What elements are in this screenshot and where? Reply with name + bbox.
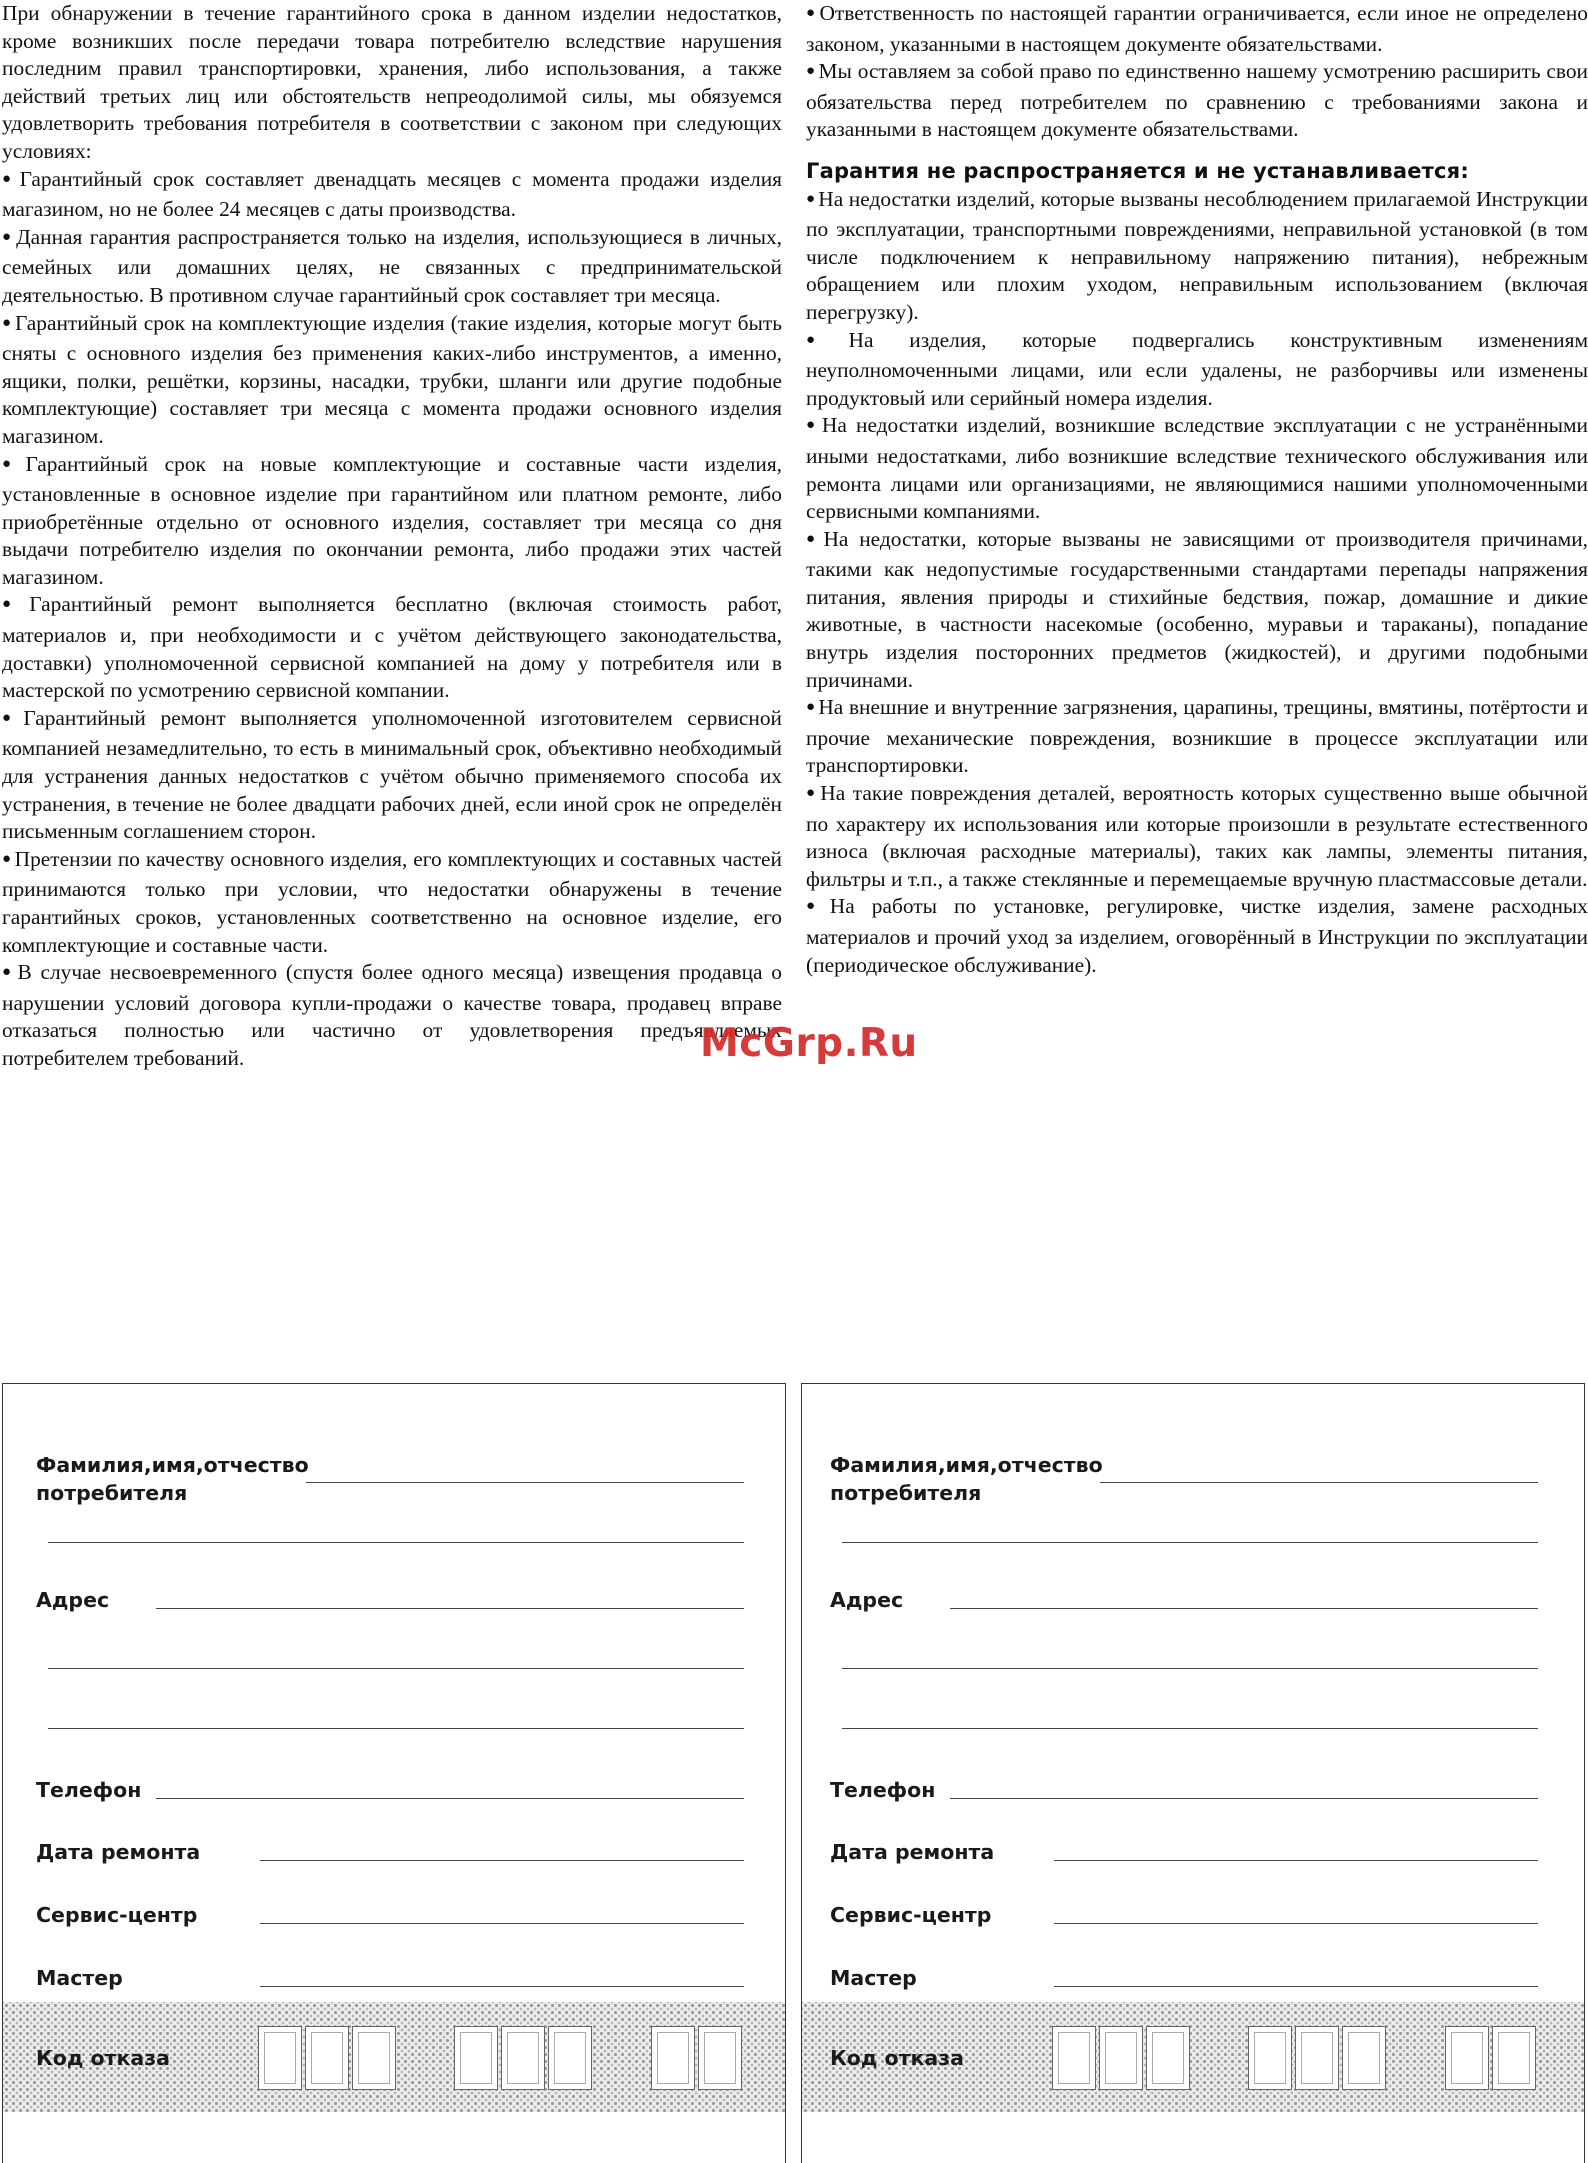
watermark-logo: McGrp.Ru — [700, 1021, 918, 1066]
bullet-paragraph: ● Гарантийный срок составляет двенадцать месяцев с момента продажи изделия магазином, но не более 24 месяцев с даты производства. — [2, 166, 782, 224]
code-digit-box[interactable] — [1295, 2026, 1339, 2090]
master-field-line[interactable] — [260, 1986, 744, 1987]
address-field-line-3[interactable] — [842, 1728, 1538, 1729]
repair-date-field-line[interactable] — [260, 1860, 744, 1861]
address-field-line-2[interactable] — [48, 1668, 744, 1669]
failure-code-label: Код отказа — [36, 2046, 170, 2070]
code-digit-box[interactable] — [1492, 2026, 1536, 2090]
code-digit-box[interactable] — [258, 2026, 302, 2090]
code-digit-box[interactable] — [1052, 2026, 1096, 2090]
bullet-paragraph: ● Гарантийный срок на комплектующие изделия (такие изделия, которые могут быть сняты с основного изделия без применения каких-либо инструментов, а именно, ящики, полки, решётки, корзины, насадки, трубки, шланги или другие подобные комплектующие) составляет три месяца с момента продажи основного изделия магазином. — [2, 310, 782, 451]
name-field-line-2[interactable] — [48, 1542, 744, 1543]
code-digit-box[interactable] — [1146, 2026, 1190, 2090]
repair-date-field-line[interactable] — [1054, 1860, 1538, 1861]
service-center-field-line[interactable] — [260, 1923, 744, 1924]
name-label: Фамилия,имя,отчество — [830, 1453, 1103, 1477]
name-label: Фамилия,имя,отчество — [36, 1453, 309, 1477]
name-field-line[interactable] — [306, 1482, 744, 1483]
bullet-paragraph: ● Претензии по качеству основного изделия, его комплектующих и составных частей принимаются только при условии, что недостатки обнаружены в течение гарантийных сроков, установленных соответственно на основное изделие, его комплектующие и составные части. — [2, 846, 782, 959]
master-label: Мастер — [830, 1966, 917, 1990]
phone-label: Телефон — [36, 1778, 142, 1802]
code-digit-box[interactable] — [305, 2026, 349, 2090]
warranty-coupon-right — [801, 1383, 1585, 2163]
bullet-paragraph: ● На недостатки, которые вызваны не зависящими от производителя причинами, такими как недопустимые государственными стандартами перепады напряжения питания, явления природы и стихийные бедствия, пожар, домашние и дикие животные, в частности насекомые (особенно, муравьи и тараканы), попадание внутрь изделия посторонних предметов (жидкостей), и другими подобными причинами. — [806, 526, 1588, 695]
address-label: Адрес — [830, 1588, 904, 1612]
bullet-paragraph: ● Гарантийный ремонт выполняется уполномоченной изготовителем сервисной компанией незамедлительно, то есть в минимальный срок, объективно необходимый для устранения данных недостатков с учётом обычно применяемого способа их устранения, в течение не более двадцати рабочих дней, если иной срок не определён письменным соглашением сторон. — [2, 705, 782, 846]
failure-code-label: Код отказа — [830, 2046, 964, 2070]
service-center-field-line[interactable] — [1054, 1923, 1538, 1924]
address-field-line[interactable] — [950, 1608, 1538, 1609]
bullet-paragraph: ● Гарантийный срок на новые комплектующие и составные части изделия, установленные в основное изделие при гарантийном или платном ремонте, либо приобретённые отдельно от основного изделия, составляет три месяца со дня выдачи потребителю изделия по окончании ремонта, либо продажи этих частей магазином. — [2, 451, 782, 592]
code-digit-box[interactable] — [651, 2026, 695, 2090]
bullet-paragraph: ● На работы по установке, регулировке, чистке изделия, замене расходных материалов и прочий уход за изделием, оговорённый в Инструкции по эксплуатации (периодическое обслуживание). — [806, 893, 1588, 979]
name-field-line[interactable] — [1100, 1482, 1538, 1483]
phone-label: Телефон — [830, 1778, 936, 1802]
address-field-line-3[interactable] — [48, 1728, 744, 1729]
code-digit-box[interactable] — [352, 2026, 396, 2090]
address-label: Адрес — [36, 1588, 110, 1612]
service-center-label: Сервис-центр — [36, 1903, 198, 1927]
bullet-paragraph: ● На такие повреждения деталей, вероятность которых существенно выше обычной по характеру их использования или которые произошли в результате естественного износа (включая расходные материалы), таких как лампы, элементы питания, фильтры и т.п., а также стеклянные и перемещаемые вручную пластмассовые детали. — [806, 780, 1588, 893]
code-digit-box[interactable] — [1099, 2026, 1143, 2090]
bullet-paragraph: ● В случае несвоевременного (спустя более одного месяца) извещения продавца о нарушении условий договора купли-продажи о качестве товара, продавец вправе отказаться полностью или частично от удовлетворения предъявляемых потребителем требований. — [2, 959, 782, 1072]
code-digit-box[interactable] — [1248, 2026, 1292, 2090]
repair-date-label: Дата ремонта — [830, 1840, 995, 1864]
section-heading: Гарантия не распространяется и не устанавливается: — [806, 158, 1469, 183]
code-digit-box[interactable] — [454, 2026, 498, 2090]
code-digit-box[interactable] — [1445, 2026, 1489, 2090]
bullet-paragraph: ● Мы оставляем за собой право по единственно нашему усмотрению расширить свои обязательства перед потребителем по сравнению с требованиями закона и указанными в настоящем документе обязательствами. — [806, 58, 1588, 144]
service-center-label: Сервис-центр — [830, 1903, 992, 1927]
address-field-line-2[interactable] — [842, 1668, 1538, 1669]
name-label-cont: потребителя — [36, 1481, 188, 1505]
repair-date-label: Дата ремонта — [36, 1840, 201, 1864]
bullet-paragraph: ● Гарантийный ремонт выполняется бесплатно (включая стоимость работ, материалов и, при необходимости и с учётом действующего законодательства, доставки) уполномоченной сервисной компанией на дому у потребителя или в мастерской по усмотрению сервисной компании. — [2, 591, 782, 704]
master-field-line[interactable] — [1054, 1986, 1538, 1987]
code-digit-box[interactable] — [501, 2026, 545, 2090]
name-field-line-2[interactable] — [842, 1542, 1538, 1543]
master-label: Мастер — [36, 1966, 123, 1990]
bullet-paragraph: ● На изделия, которые подвергались конструктивным изменениям неуполномоченными лицами, или если удалены, не разборчивы или изменены продуктовый или серийный номера изделия. — [806, 327, 1588, 413]
phone-field-line[interactable] — [950, 1798, 1538, 1799]
warranty-coupon-left — [2, 1383, 786, 2163]
paragraph: При обнаружении в течение гарантийного срока в данном изделии недостатков, кроме возникших после передачи товара потребителю вследствие нарушения последним правил транспортировки, хранения, либо использования, а также действий третьих лиц или обстоятельств непреодолимой силы, мы обязуемся удовлетворить требования потребителя в соответствии с законом при следующих условиях: — [2, 1, 782, 163]
code-digit-box[interactable] — [548, 2026, 592, 2090]
left-text-column — [2, 0, 782, 1073]
code-digit-box[interactable] — [1342, 2026, 1386, 2090]
bullet-paragraph: ● На недостатки изделий, которые вызваны несоблюдением прилагаемой Инструкции по эксплуатации, транспортными повреждениями, неправильной установкой (в том числе подключением к неправильному напряжению питания), небрежным обращением или плохим уходом, неправильным использованием (включая перегрузку). — [806, 186, 1588, 327]
phone-field-line[interactable] — [156, 1798, 744, 1799]
bullet-paragraph: ● На недостатки изделий, возникшие вследствие эксплуатации с не устранёнными иными недостатками, либо возникшие вследствие технического обслуживания или ремонта лицами или организациями, не являющимися нашими уполномоченными сервисными компаниями. — [806, 412, 1588, 525]
bullet-paragraph: ● На внешние и внутренние загрязнения, царапины, трещины, вмятины, потёртости и прочие механические повреждения, возникшие в процессе эксплуатации или транспортировки. — [806, 694, 1588, 780]
bullet-paragraph: ● Данная гарантия распространяется только на изделия, использующиеся в личных, семейных или домашних целях, не связанных с предпринимательской деятельностью. В противном случае гарантийный срок составляет три месяца. — [2, 224, 782, 310]
name-label-cont: потребителя — [830, 1481, 982, 1505]
address-field-line[interactable] — [156, 1608, 744, 1609]
bullet-paragraph: ● Ответственность по настоящей гарантии ограничивается, если иное не определено законом, указанными в настоящем документе обязательствами. — [806, 0, 1588, 58]
code-digit-box[interactable] — [698, 2026, 742, 2090]
right-text-column — [806, 0, 1588, 979]
